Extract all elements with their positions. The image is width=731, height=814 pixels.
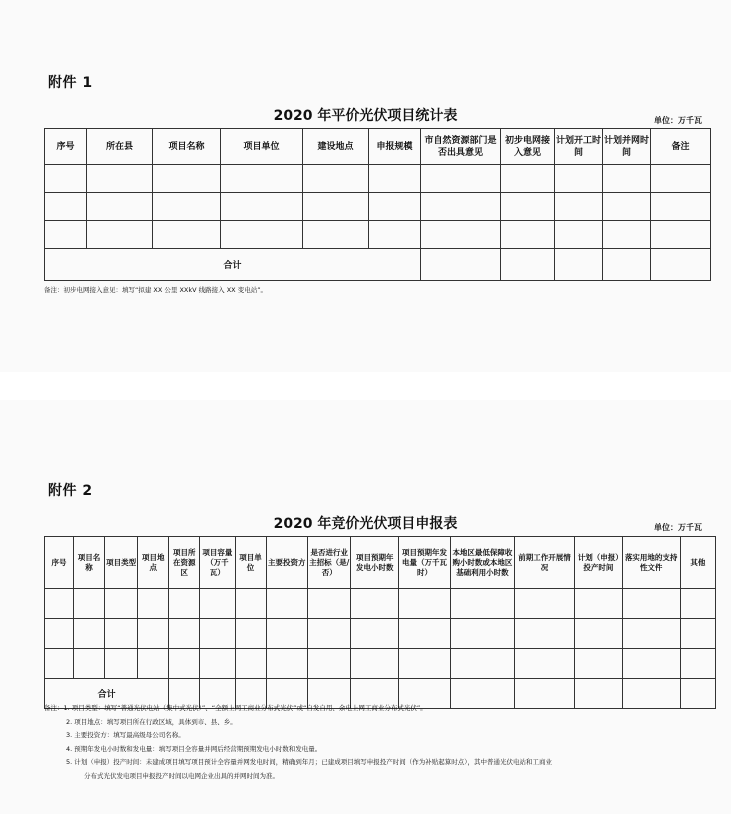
table-row [45, 165, 711, 193]
annex1-title: 2020 年平价光伏项目统计表 [273, 108, 458, 124]
table-row [45, 193, 711, 221]
annex1-note: 备注：初步电网接入意见：填写“拟建 XX 公里 XXkV 线路接入 XX 变电站”。 [44, 286, 268, 294]
annex2-header-cell: 项目预期年发电小时数 [351, 537, 399, 589]
table-row [45, 221, 711, 249]
annex2-header-cell: 主要投资方 [266, 537, 307, 589]
annex2-header-cell: 项目预期年发电量（万千瓦时） [399, 537, 451, 589]
annex2-header-row [45, 537, 716, 589]
annex2-header-cell: 计划（申报）投产时间 [575, 537, 623, 589]
annex2-note-line: 4. 预期年发电小时数和发电量：填写项目全容量并网后经营期预期发电小时数和发电量。 [66, 744, 322, 753]
annex1-header-cell: 计划并网时间 [603, 129, 651, 165]
annex2-label: 附件 2 [48, 483, 93, 499]
table-row [45, 649, 716, 679]
annex2-note-line: 2. 项目地点：填写项目所在行政区域，具体到市、县、乡。 [66, 717, 237, 726]
annex2-header-cell: 项目类型 [105, 537, 138, 589]
annex2-note-line: 3. 主要投资方：填写最高级母公司名称。 [66, 731, 185, 739]
annex2-title: 2020 年竞价光伏项目申报表 [273, 516, 458, 532]
annex2-total-label: 合计 [45, 679, 169, 709]
annex2-note-line: 备注：1. 项目类型：填写“普通光伏电站（集中式光伏）”、“全额上网工商业分布式光伏”或“自发自用、余电上网工商业分布式光伏”。 [44, 704, 427, 712]
annex1-total-label: 合计 [45, 249, 421, 281]
annex1-header-cell: 市自然资源部门是否出具意见 [421, 129, 501, 165]
annex1-header-cell: 建设地点 [303, 129, 369, 165]
annex1-header-row [45, 129, 711, 165]
page-gap [0, 372, 731, 400]
annex1-unit: 单位：万千瓦 [654, 116, 702, 125]
annex1-header-cell: 备注 [651, 129, 711, 165]
annex2-note-line: 分布式光伏发电项目申报投产时间以电网企业出具的并网时间为准。 [84, 771, 279, 780]
annex2-header-cell: 落实用地的支持性文件 [622, 537, 680, 589]
annex2-unit: 单位：万千瓦 [654, 523, 702, 532]
annex2-header-cell: 项目所在资源区 [169, 537, 200, 589]
annex1-header-cell: 计划开工时间 [555, 129, 603, 165]
annex2-header-cell: 其他 [680, 537, 715, 589]
annex2-page [0, 400, 731, 814]
table-row [45, 589, 716, 619]
annex1-total-row [45, 249, 711, 281]
annex2-header-cell: 项目地点 [138, 537, 169, 589]
annex1-header-cell: 所在县 [87, 129, 153, 165]
annex2-header-cell: 项目名称 [73, 537, 104, 589]
annex1-header-cell: 项目名称 [153, 129, 221, 165]
annex2-header-cell: 前期工作开展情况 [515, 537, 575, 589]
table-row [45, 619, 716, 649]
annex2-header-cell: 本地区最低保障收购小时数或本地区基础利用小时数 [450, 537, 514, 589]
annex1-header-cell: 序号 [45, 129, 87, 165]
annex2-header-cell: 项目容量（万千瓦） [200, 537, 235, 589]
annex1-header-cell: 项目单位 [221, 129, 303, 165]
annex2-header-cell: 是否进行业主招标（是/否） [307, 537, 350, 589]
annex2-header-cell: 项目单位 [235, 537, 266, 589]
annex2-header-cell: 序号 [45, 537, 74, 589]
annex2-notes [44, 702, 552, 783]
annex1-table [44, 128, 711, 281]
annex1-header-cell: 申报规模 [369, 129, 421, 165]
annex2-table [44, 536, 716, 709]
annex1-page [0, 0, 731, 372]
annex1-label: 附件 1 [48, 75, 93, 91]
annex2-note-line: 5. 计划（申报）投产时间：未建成项目填写项目预计全容量并网发电时间，精确到年月；已建成项目填写申报投产时间（作为补贴起算时点），其中普通光伏电站和工商业 [66, 758, 553, 766]
annex1-header-cell: 初步电网接入意见 [501, 129, 555, 165]
